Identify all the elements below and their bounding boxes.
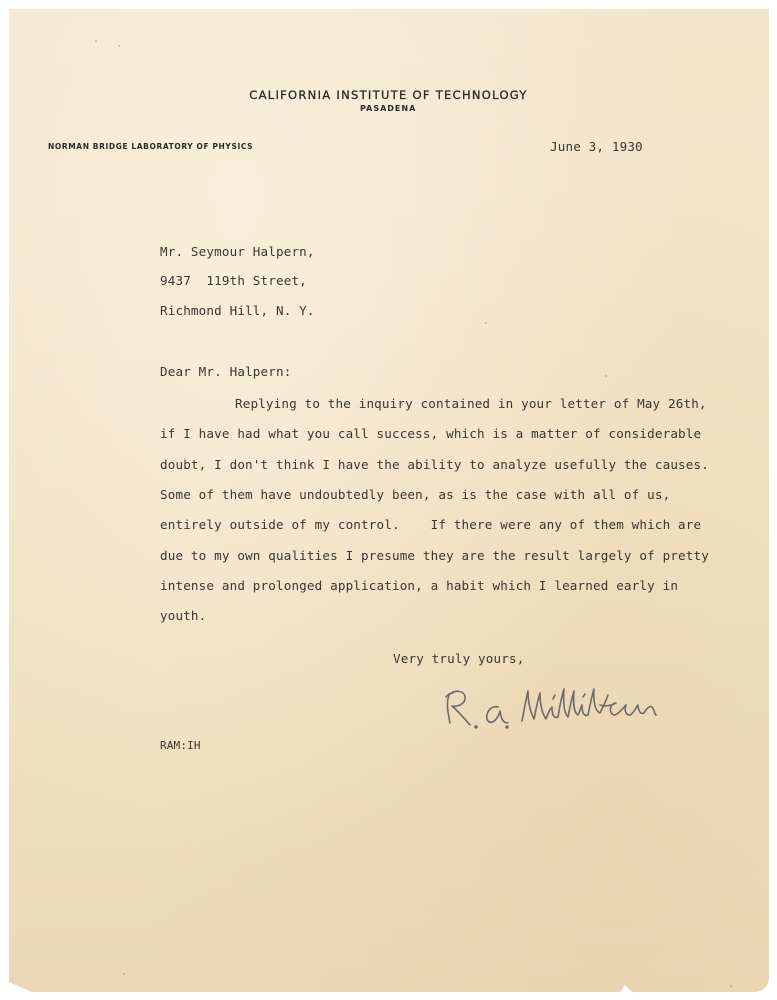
paper-speck: [605, 375, 607, 377]
letterhead-institution: CALIFORNIA INSTITUTE OF TECHNOLOGY: [249, 88, 528, 102]
salutation: Dear Mr. Halpern:: [160, 364, 292, 379]
recipient-city: Richmond Hill, N. Y.: [160, 303, 315, 318]
body-line: entirely outside of my control. If there were any of them which are: [160, 517, 702, 532]
body-line: if I have had what you call success, which is a matter of considerable: [160, 426, 702, 441]
body-line: Some of them have undoubtedly been, as is the case with all of us,: [160, 487, 671, 502]
recipient-street: 9437 119th Street,: [160, 273, 307, 288]
paper-speck: [123, 973, 125, 975]
body-line: youth.: [160, 608, 207, 623]
recipient-name: Mr. Seymour Halpern,: [160, 244, 315, 259]
letterhead-city: PASADENA: [360, 104, 417, 113]
body-line: due to my own qualities I presume they are the result largely of pretty: [160, 548, 709, 563]
body-line: Replying to the inquiry contained in your letter of May 26th,: [235, 396, 707, 411]
paper-speck: [95, 40, 97, 42]
body-line: doubt, I don't think I have the ability to analyze usefully the causes.: [160, 457, 709, 472]
reference-initials: RAM:IH: [160, 739, 201, 752]
letterhead-department: NORMAN BRIDGE LABORATORY OF PHYSICS: [48, 142, 254, 151]
letter-date: June 3, 1930: [550, 139, 643, 154]
paper-speck: [730, 985, 732, 987]
paper-speck: [118, 45, 120, 47]
handwritten-signature: [440, 685, 690, 735]
closing: Very truly yours,: [393, 651, 525, 666]
paper-speck: [485, 322, 487, 324]
body-line: intense and prolonged application, a habit which I learned early in: [160, 578, 679, 593]
